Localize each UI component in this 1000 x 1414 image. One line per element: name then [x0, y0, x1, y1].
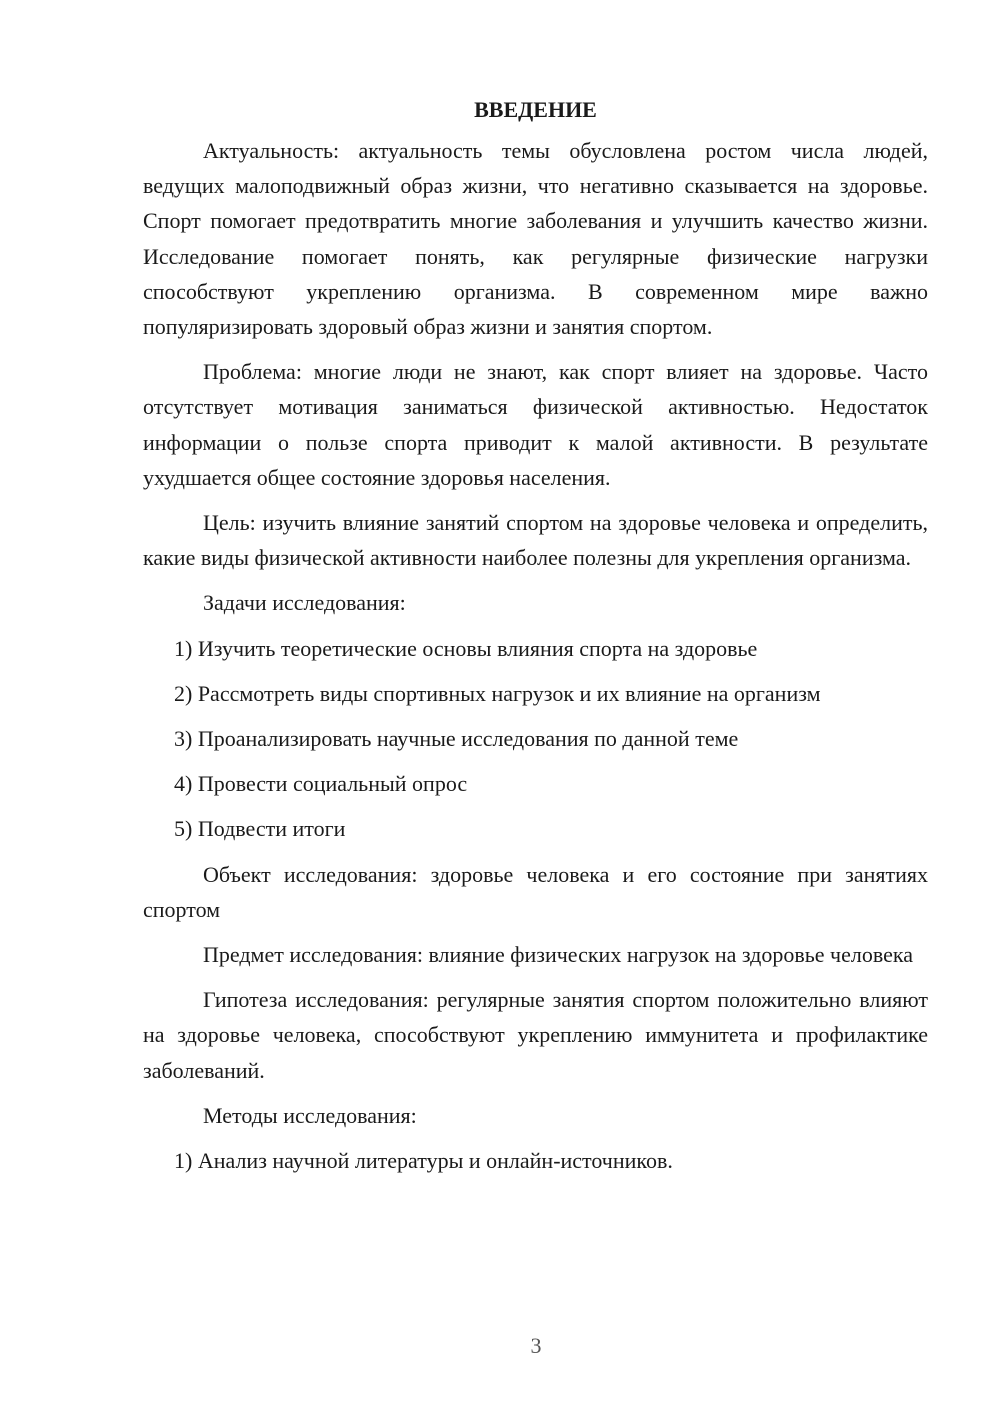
tasks-label: Задачи исследования: — [203, 590, 406, 616]
hypothesis-paragraph: Гипотеза исследования: регулярные занятия спортом положительно влияют на здоровье человека, способствуют укреплению иммунитета и профилактике заболеваний. — [143, 987, 928, 1083]
goal-paragraph: Цель: изучить влияние занятий спортом на здоровье человека и определить, какие виды физической активности наиболее полезны для укрепления организма. — [143, 510, 928, 571]
task-item: 2) Рассмотреть виды спортивных нагрузок и их влияние на организм — [174, 680, 821, 706]
relevance-paragraph: Актуальность: актуальность темы обусловлена ростом числа людей, ведущих малоподвижный образ жизни, что негативно сказывается на здоровье. Спорт помогает предотвратить многие заболевания и улучшить качество жизни. Исследование помогает понять, как регулярные физические нагрузки способствуют укреплению организма. В современном мире важно популяризировать здоровый образ жизни и занятия спортом. — [143, 138, 928, 340]
page-content — [143, 92, 928, 1188]
methods-label: Методы исследования: — [203, 1102, 417, 1128]
task-item: 4) Провести социальный опрос — [174, 771, 468, 797]
task-item: 1) Изучить теоретические основы влияния спорта на здоровье — [174, 635, 758, 661]
task-item: 3) Проанализировать научные исследования по данной теме — [174, 726, 739, 752]
subject-paragraph: Предмет исследования: влияние физических нагрузок на здоровье человека — [203, 942, 914, 968]
object-paragraph: Объект исследования: здоровье человека и его состояние при занятиях спортом — [143, 861, 928, 922]
problem-paragraph: Проблема: многие люди не знают, как спорт влияет на здоровье. Часто отсутствует мотивация заниматься физической активностью. Недостаток информации о пользе спорта приводит к малой активности. В результате ухудшается общее состояние здоровья населения. — [143, 359, 928, 490]
section-title: ВВЕДЕНИЕ — [474, 97, 597, 122]
method-item: 1) Анализ научной литературы и онлайн-источников. — [174, 1148, 673, 1174]
task-item: 5) Подвести итоги — [174, 816, 346, 842]
page-number: 3 — [530, 1333, 542, 1358]
